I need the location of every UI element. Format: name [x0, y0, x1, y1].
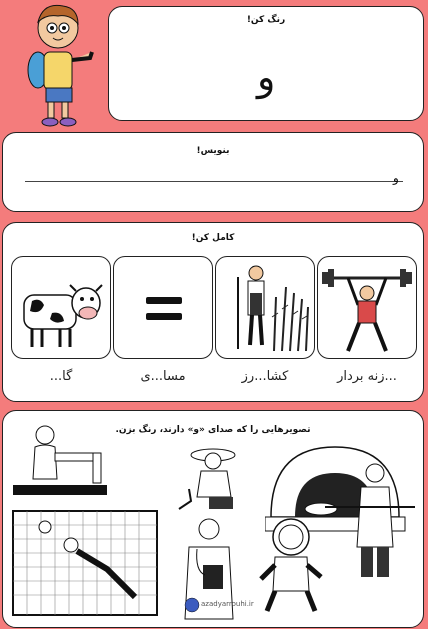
- word-weightlifter[interactable]: ...زنه بردار: [337, 369, 397, 384]
- astronaut-boy-illustration[interactable]: [257, 515, 327, 619]
- farmer-icon: [216, 257, 314, 358]
- word-cow[interactable]: گا...: [49, 369, 73, 384]
- word-farmer[interactable]: کشا...رز: [241, 369, 289, 384]
- color-pictures-card: [2, 410, 424, 628]
- equals-box: [113, 256, 213, 359]
- color-title: رنگ کن!: [246, 15, 286, 25]
- write-card: [2, 132, 424, 212]
- color-letter-card: [108, 6, 424, 121]
- letter-vav[interactable]: و: [257, 55, 276, 99]
- credit-text: azadyarrouhi.ir: [201, 600, 254, 608]
- complete-title: کامل کن!: [191, 233, 235, 243]
- write-title: بنویس!: [196, 146, 230, 156]
- word-equal[interactable]: مسا...ی: [140, 369, 186, 384]
- farmer-box: [215, 256, 315, 359]
- gardener-planting-illustration[interactable]: [175, 441, 251, 516]
- equals-sign-icon: [114, 257, 212, 358]
- credit-logo-icon: [184, 597, 200, 613]
- writing-line[interactable]: [25, 181, 403, 182]
- weightlifter-box: [317, 256, 417, 359]
- color-pictures-title: تصویرهایی را که صدای «و» دارند، رنگ بزن.: [115, 425, 311, 435]
- weightlifter-icon: [318, 257, 416, 358]
- sample-letter-vav: و: [393, 171, 399, 185]
- tailor-sewing-machine-illustration[interactable]: [9, 419, 109, 504]
- cow-icon: [12, 257, 110, 358]
- cow-box: [11, 256, 111, 359]
- complete-words-card: [2, 222, 424, 402]
- boy-with-backpack-illustration: [18, 0, 100, 130]
- goalkeeper-soccer-net-illustration[interactable]: [7, 507, 161, 617]
